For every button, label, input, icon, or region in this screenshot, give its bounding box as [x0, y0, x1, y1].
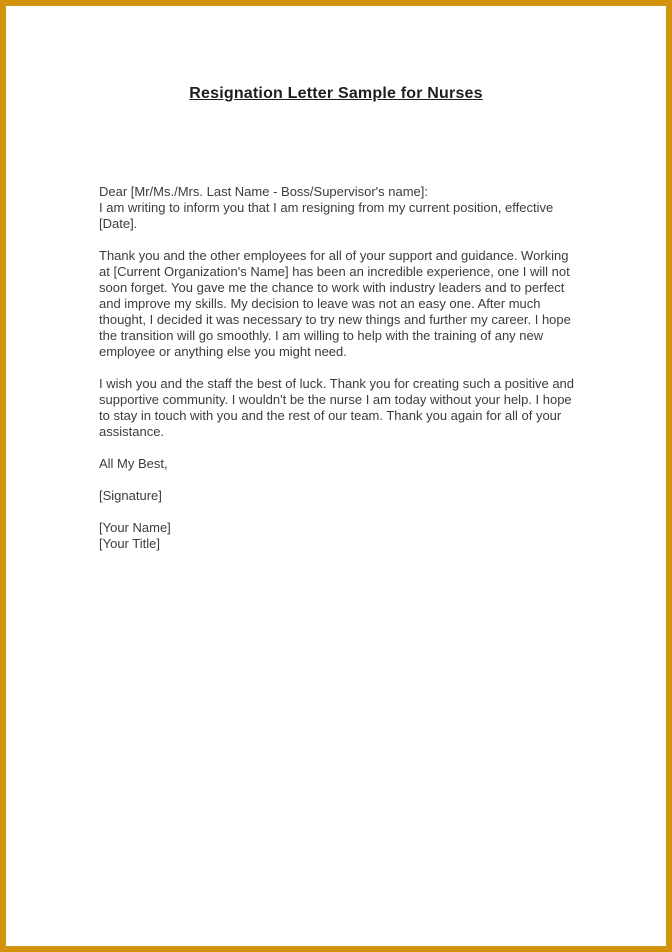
- gratitude-paragraph: Thank you and the other employees for all of your support and guidance. Working at [Current Organization's Name] has been an incredible experience, one I will not soon forget. You gave me the chance to work with industry leaders and to perfect and improve my skills. My decision to leave was not an easy one. After much thought, I decided it was necessary to try new things and further my career. I hope the transition will go smoothly. I am willing to help with the training of any new employee or anything else you might need.: [99, 248, 571, 359]
- job-title-placeholder: [Your Title]: [99, 536, 160, 551]
- name-placeholder: [Your Name]: [99, 520, 171, 535]
- opening-paragraph: I am writing to inform you that I am resigning from my current position, effective [Date].: [99, 200, 554, 231]
- salutation-line: Dear [Mr/Ms./Mrs. Last Name - Boss/Supervisor's name]:: [99, 184, 429, 199]
- letter-title: Resignation Letter Sample for Nurses: [189, 85, 483, 102]
- farewell-paragraph: I wish you and the staff the best of luck. Thank you for creating such a positive and supportive community. I wouldn't be the nurse I am today without your help. I hope to stay in touch with you and the rest of our team. Thank you again for all of your assistance.: [99, 376, 575, 439]
- letter-body: [99, 184, 577, 552]
- signature-placeholder: [Signature]: [99, 488, 162, 503]
- closing-line: All My Best,: [99, 456, 168, 471]
